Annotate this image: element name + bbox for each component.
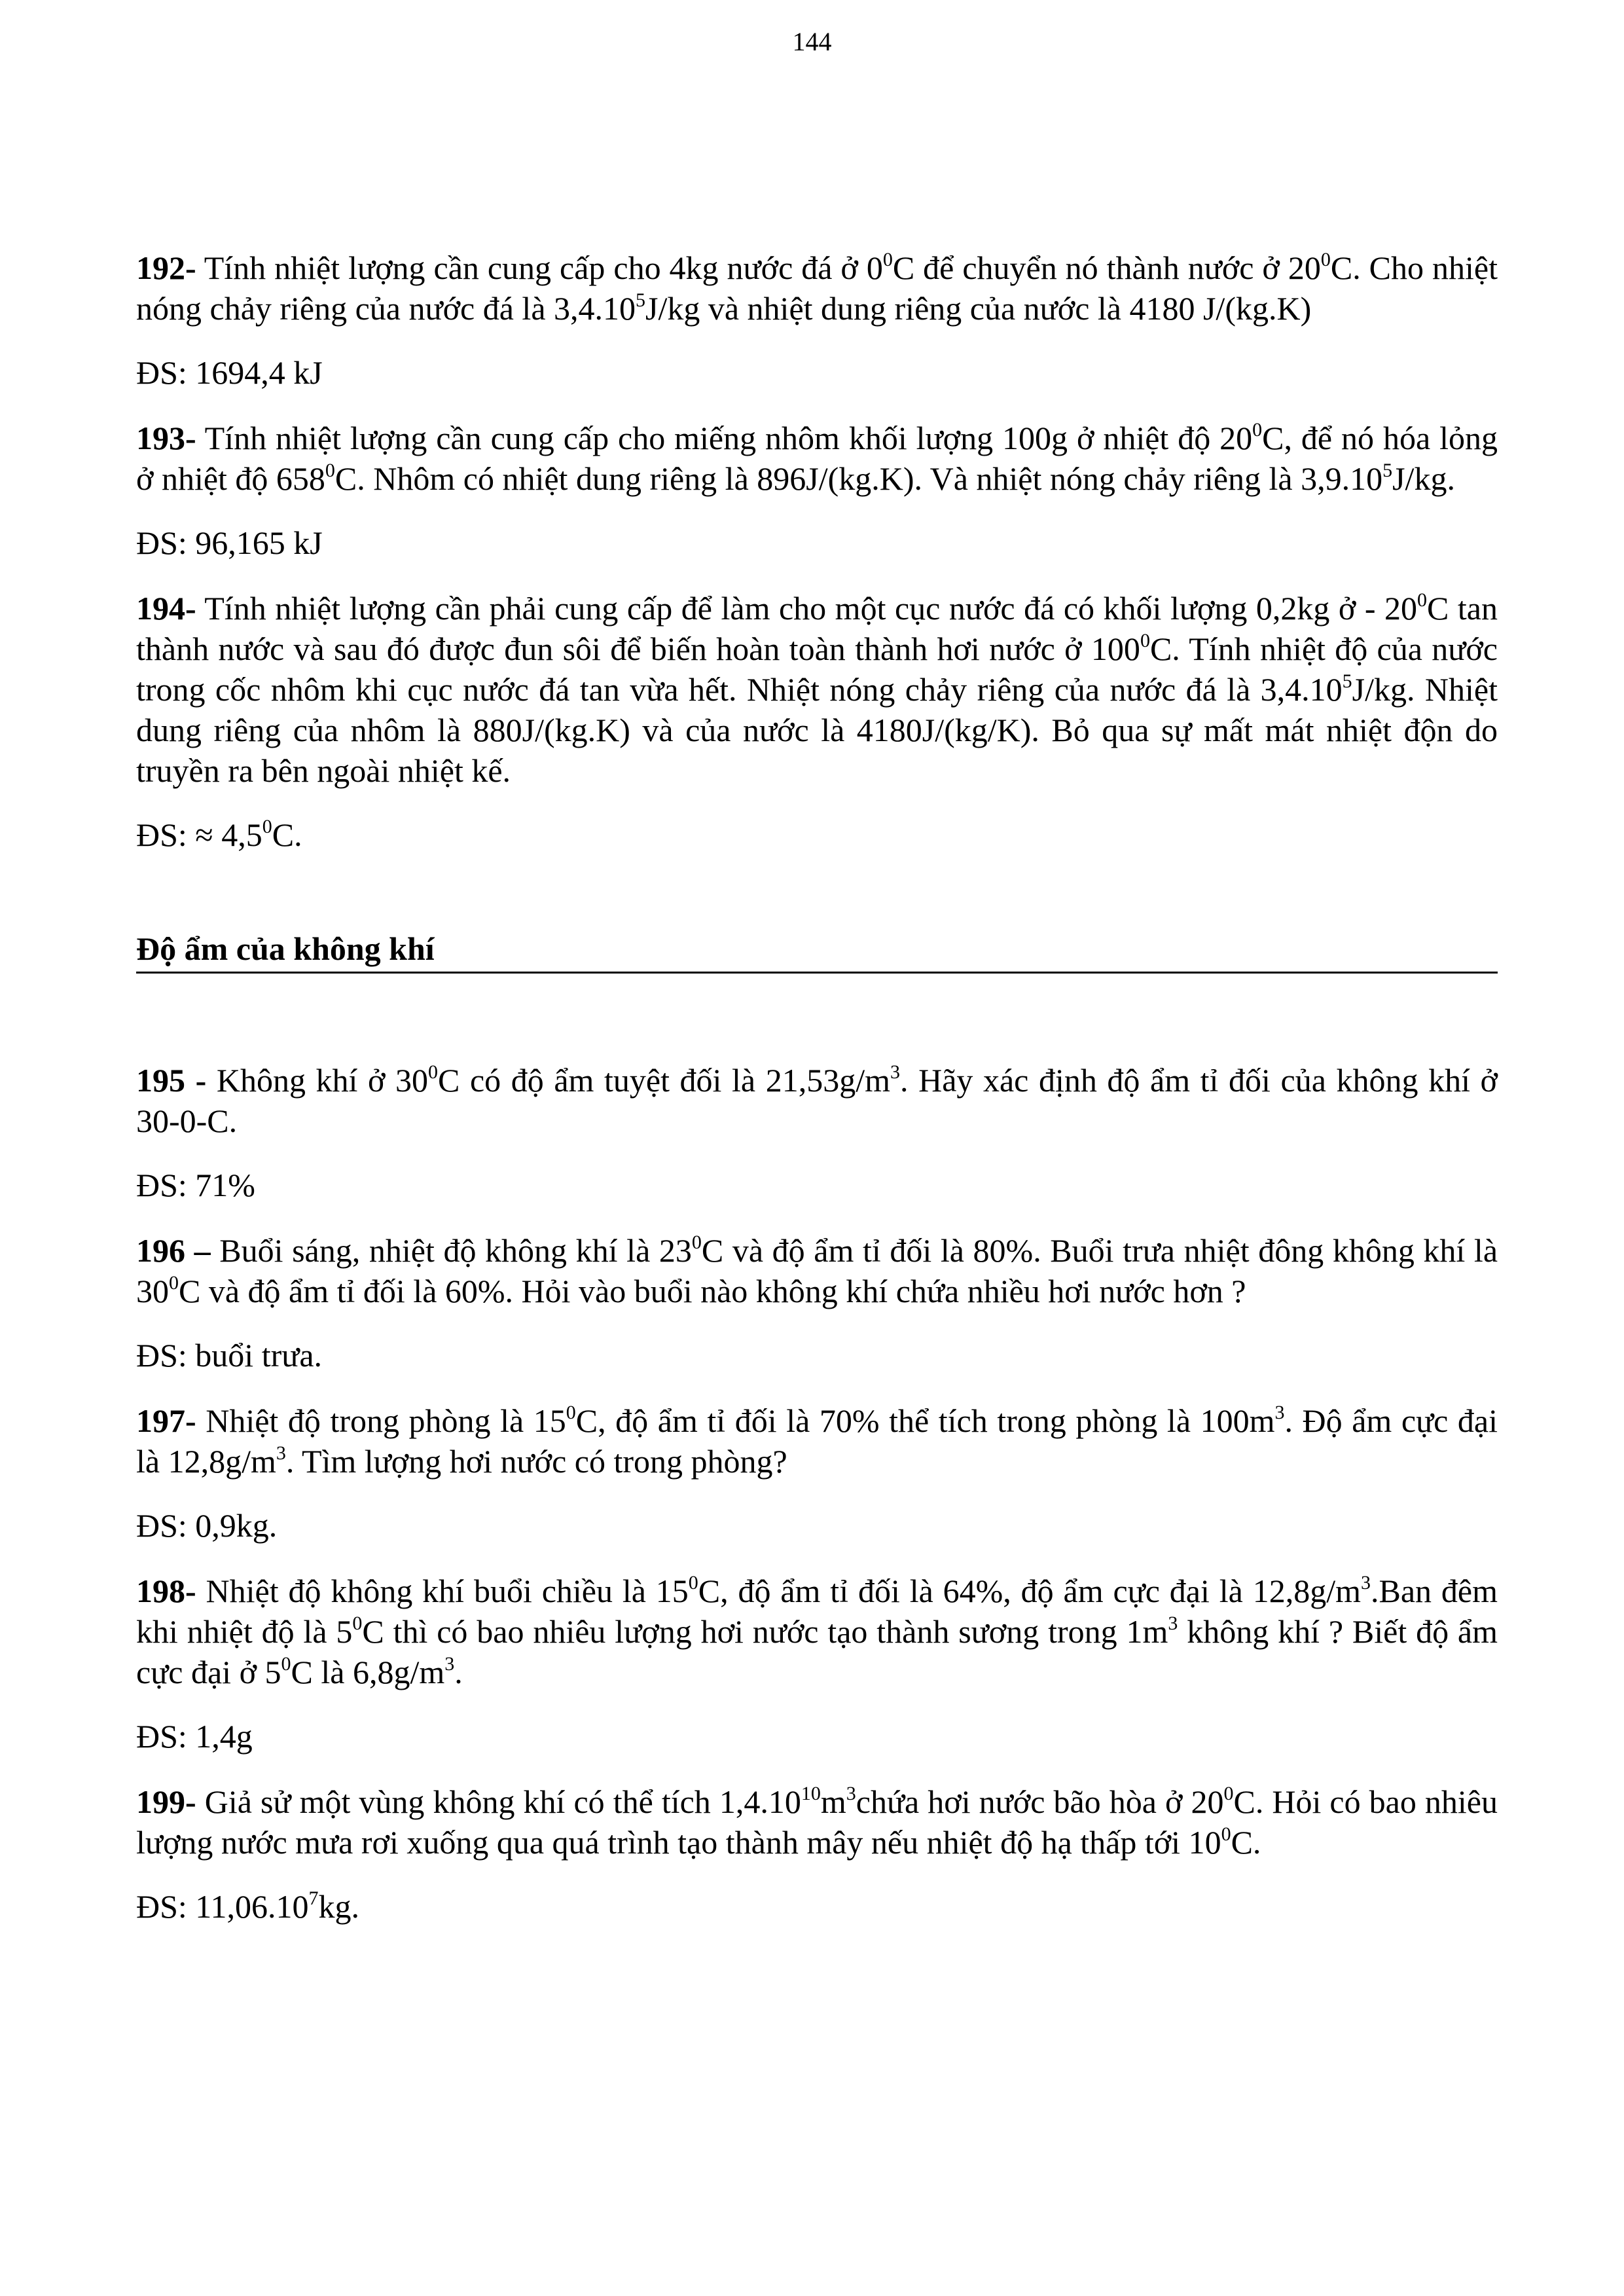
superscript: 3 <box>1274 1402 1285 1424</box>
text-run: Nhiệt độ không khí buổi chiều là 15 <box>196 1573 689 1609</box>
text-run: C. <box>272 816 302 853</box>
text-run: C và độ ẩm tỉ đối là 80%. Buổi trưa nhiệt đông không khí là 30 <box>136 1232 1498 1309</box>
text-run: C để chuyển nó thành nước ở 20 <box>892 249 1321 286</box>
text-run: C có độ ẩm tuyệt đối là 21,53g/m <box>438 1062 890 1099</box>
text-run: J/kg và nhiệt dung riêng của nước là 4180 J/(kg.K) <box>645 290 1312 327</box>
problem-number: 194- <box>136 590 196 627</box>
superscript: 0 <box>325 460 335 482</box>
problem-198 <box>136 1571 1498 1692</box>
superscript: 3 <box>846 1783 856 1805</box>
problem-number: 192- <box>136 249 196 286</box>
superscript: 0 <box>688 1572 698 1594</box>
text-run: J/kg. Nhiệt dung riêng của nhôm là 880J/(kg.K) và của nước là 4180J/(kg/K). Bỏ qua sự mất mát nhiệt độn do truyền ra bên ngoài nhiệt kế. <box>136 671 1498 789</box>
answer: ĐS: 1694,4 kJ <box>136 354 323 391</box>
problem-number: 195 - <box>136 1062 207 1099</box>
superscript: 0 <box>1320 249 1331 271</box>
text-run: ĐS: 11,06.10 <box>136 1888 309 1925</box>
text-run: m <box>820 1783 846 1820</box>
superscript: 3 <box>444 1653 455 1675</box>
superscript: 0 <box>1221 1823 1231 1846</box>
text-run: C. Hỏi có bao nhiêu lượng nước mưa rơi xuống qua quá trình tạo thành mây nếu nhiệt độ hạ thấp tới 10 <box>136 1783 1498 1861</box>
section-title: Độ ẩm của không khí <box>136 928 1498 974</box>
problem-number: 199- <box>136 1783 196 1820</box>
text-run: C, độ ẩm tỉ đối là 70% thể tích trong phòng là 100m <box>575 1402 1275 1439</box>
superscript: 0 <box>428 1061 439 1084</box>
text-run: kg. <box>318 1888 359 1925</box>
superscript: 3 <box>1360 1572 1371 1594</box>
superscript: 0 <box>1417 589 1428 611</box>
text-run: Không khí ở 30 <box>206 1062 429 1099</box>
superscript: 3 <box>276 1442 286 1465</box>
answer <box>136 814 1498 855</box>
text-run: C. Tính nhiệt độ của nước trong cốc nhôm khi cục nước đá tan vừa hết. Nhiệt nóng chảy riêng của nước đá là 3,4.10 <box>136 630 1498 708</box>
text-run: C tan thành nước và sau đó được đun sôi để biến hoàn toàn thành hơi nước ở 100 <box>136 590 1498 667</box>
text-run: . Độ ẩm cực đại là 12,8g/m <box>136 1402 1498 1480</box>
problem-196 <box>136 1230 1498 1311</box>
text-run: C là 6,8g/m <box>291 1654 445 1690</box>
superscript: 0 <box>281 1653 291 1675</box>
text-run: Tính nhiệt lượng cần cung cấp cho 4kg nước đá ở 0 <box>196 249 883 286</box>
superscript: 5 <box>1382 460 1393 482</box>
page-content <box>136 247 1498 1952</box>
superscript: 3 <box>890 1061 900 1084</box>
problem-number: 197- <box>136 1402 196 1439</box>
problem-192 <box>136 247 1498 329</box>
problem-number: 196 – <box>136 1232 211 1269</box>
text-run: Tính nhiệt lượng cần cung cấp cho miếng nhôm khối lượng 100g ở nhiệt độ 20 <box>196 420 1253 456</box>
text-run: C, độ ẩm tỉ đối là 64%, độ ẩm cực đại là 12,8g/m <box>698 1573 1361 1609</box>
superscript: 0 <box>691 1231 702 1254</box>
superscript: 0 <box>566 1402 576 1424</box>
text-run: C. Nhôm có nhiệt dung riêng là 896J/(kg.K). Và nhiệt nóng chảy riêng là 3,9.10 <box>334 460 1383 497</box>
problem-194 <box>136 588 1498 791</box>
problem-197 <box>136 1400 1498 1482</box>
superscript: 5 <box>636 289 646 312</box>
text-run: J/kg. <box>1392 460 1455 497</box>
text-run: C. Cho nhiệt nóng chảy riêng của nước đá là 3,4.10 <box>136 249 1498 327</box>
text-run: ĐS: ≈ 4,5 <box>136 816 262 853</box>
problem-list-heat <box>136 247 1498 855</box>
problem-number: 193- <box>136 420 196 456</box>
text-run: chứa hơi nước bão hòa ở 20 <box>856 1783 1224 1820</box>
superscript: 3 <box>1168 1613 1178 1635</box>
text-run: C thì có bao nhiêu lượng hơi nước tạo thành sương trong 1m <box>362 1613 1168 1650</box>
text-run: Nhiệt độ trong phòng là 15 <box>196 1402 566 1439</box>
answer <box>136 1886 1498 1927</box>
text-run: C, để nó hóa lỏng ở nhiệt độ 658 <box>136 420 1498 497</box>
problem-199 <box>136 1781 1498 1863</box>
answer: ĐS: buổi trưa. <box>136 1337 323 1374</box>
problem-193 <box>136 418 1498 499</box>
text-run: Buổi sáng, nhiệt độ không khí là 23 <box>210 1232 692 1269</box>
text-run: .Ban đêm khi nhiệt độ là 5 <box>136 1573 1498 1650</box>
superscript: 0 <box>1252 419 1263 441</box>
text-run: không khí ? Biết độ ẩm cực đại ở 5 <box>136 1613 1498 1690</box>
answer: ĐS: 96,165 kJ <box>136 524 323 561</box>
problem-195 <box>136 1060 1498 1141</box>
superscript: 0 <box>352 1613 363 1635</box>
text-run: Giả sử một vùng không khí có thể tích 1,4.10 <box>196 1783 801 1820</box>
text-run: . <box>454 1654 463 1690</box>
superscript: 0 <box>262 816 272 838</box>
text-run: . Hãy xác định độ ẩm tỉ đối của không khí ở 30-0-C. <box>136 1062 1498 1139</box>
superscript: 0 <box>169 1272 179 1294</box>
text-run: . Tìm lượng hơi nước có trong phòng? <box>285 1443 787 1480</box>
text-run: C. <box>1231 1824 1261 1861</box>
superscript: 0 <box>1223 1783 1234 1805</box>
superscript: 0 <box>882 249 893 271</box>
problem-number: 198- <box>136 1573 196 1609</box>
answer: ĐS: 0,9kg. <box>136 1507 278 1544</box>
answer: ĐS: 1,4g <box>136 1718 253 1755</box>
answer: ĐS: 71% <box>136 1167 255 1203</box>
problem-list-humidity <box>136 1060 1498 1927</box>
page-number: 144 <box>792 27 832 56</box>
superscript: 0 <box>1140 630 1150 652</box>
text-run: Tính nhiệt lượng cần phải cung cấp để làm cho một cục nước đá có khối lượng 0,2kg ở - 20 <box>196 590 1418 627</box>
text-run: C và độ ẩm tỉ đối là 60%. Hỏi vào buổi nào không khí chứa nhiều hơi nước hơn ? <box>179 1273 1246 1309</box>
superscript: 7 <box>308 1887 319 1910</box>
superscript: 5 <box>1342 670 1352 693</box>
superscript: 10 <box>801 1783 821 1805</box>
